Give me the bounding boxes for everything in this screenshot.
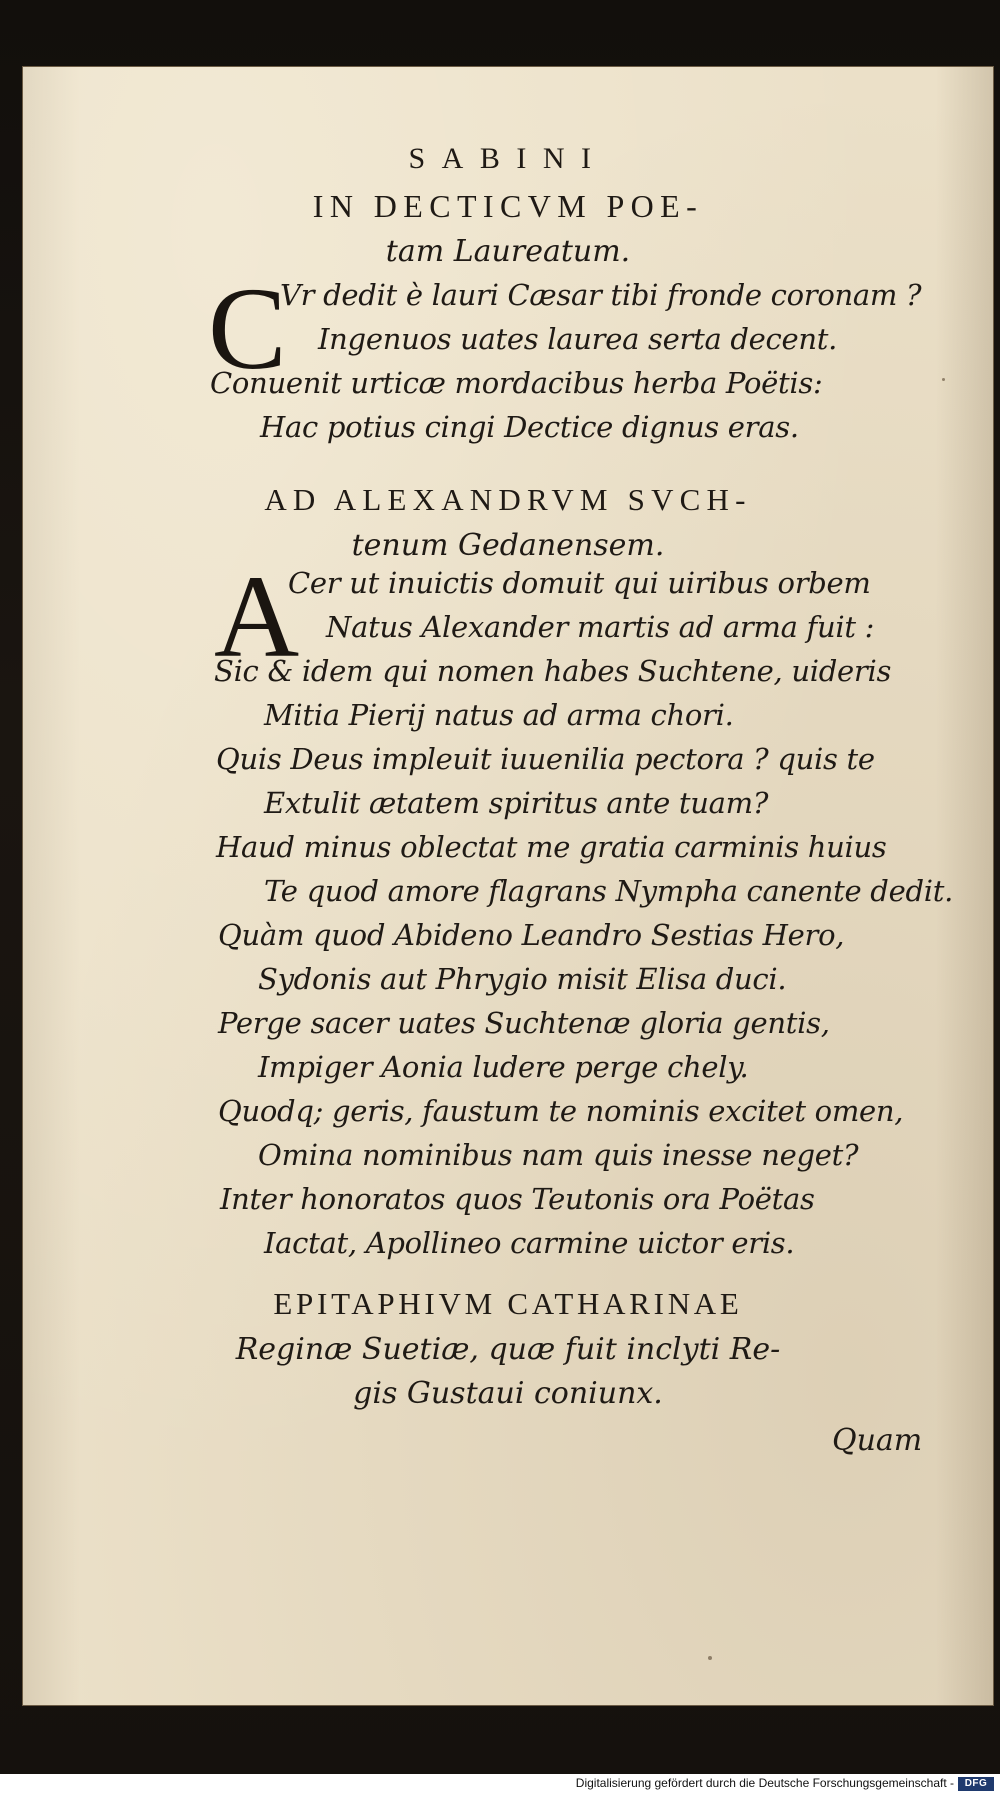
- poem2-line: Natus Alexander martis ad arma fuit :: [326, 610, 875, 644]
- poem1-line: Vr dedit è lauri Cæsar tibi fronde coronam ?: [280, 278, 922, 312]
- poem3-title: EPITAPHIVM CATHARINAE: [273, 1286, 743, 1321]
- poem2-line: Quis Deus impleuit iuuenilia pectora ? quis te: [216, 742, 875, 776]
- poem2-line: Extulit ætatem spiritus ante tuam?: [264, 786, 769, 820]
- catchword: Quam: [832, 1423, 923, 1458]
- poem2-line: Cer ut inuictis domuit qui uiribus orbem: [288, 566, 871, 600]
- poem3-subtitle-line: Reginæ Suetiæ, quæ fuit inclyti Re-: [235, 1332, 781, 1367]
- poem2-line: Quàm quod Abideno Leandro Sestias Hero,: [218, 918, 845, 952]
- poem2-dropcap: A: [214, 551, 300, 682]
- paper-speck: [942, 378, 945, 381]
- poem2-line: Te quod amore flagrans Nympha canente dedit.: [264, 874, 954, 908]
- poem2-line: Quodq; geris, faustum te nominis excitet omen,: [218, 1094, 904, 1128]
- book-page: [22, 66, 994, 1706]
- poem2-line: Impiger Aonia ludere perge chely.: [258, 1050, 749, 1084]
- poem2-line: Haud minus oblectat me gratia carminis huius: [216, 830, 887, 864]
- poem1-subtitle: tam Laureatum.: [385, 234, 631, 269]
- poem1-dropcap: C: [208, 263, 287, 394]
- poem2-line: Inter honoratos quos Teutonis ora Poëtas: [220, 1182, 815, 1216]
- poem2-subtitle: tenum Gedanensem.: [351, 528, 665, 563]
- running-head: SABINI: [408, 142, 608, 175]
- poem2-line: Iactat, Apollineo carmine uictor eris.: [264, 1226, 795, 1260]
- poem2-title: AD ALEXANDRVM SVCH-: [264, 482, 752, 517]
- poem1-line: Ingenuos uates laurea serta decent.: [318, 322, 838, 356]
- dfg-logo-icon: DFG: [958, 1777, 994, 1791]
- poem2-line: Omina nominibus nam quis inesse neget?: [258, 1138, 859, 1172]
- funding-note: Digitalisierung gefördert durch die Deutsche Forschungsgemeinschaft -: [575, 1776, 954, 1790]
- poem2-line: Mitia Pierij natus ad arma chori.: [264, 698, 734, 732]
- paper-speck: [708, 1656, 712, 1660]
- footer-bar: [0, 1774, 1000, 1794]
- poem3-subtitle-line: gis Gustaui coniunx.: [353, 1376, 663, 1411]
- poem1-line: Hac potius cingi Dectice dignus eras.: [260, 410, 799, 444]
- poem1-line: Conuenit urticæ mordacibus herba Poëtis:: [210, 366, 823, 400]
- poem2-line: Perge sacer uates Suchtenæ gloria gentis,: [218, 1006, 830, 1040]
- poem1-title: IN DECTICVM POE-: [312, 188, 704, 224]
- poem2-line: Sydonis aut Phrygio misit Elisa duci.: [258, 962, 787, 996]
- poem2-line: Sic & idem qui nomen habes Suchtene, uideris: [214, 654, 892, 688]
